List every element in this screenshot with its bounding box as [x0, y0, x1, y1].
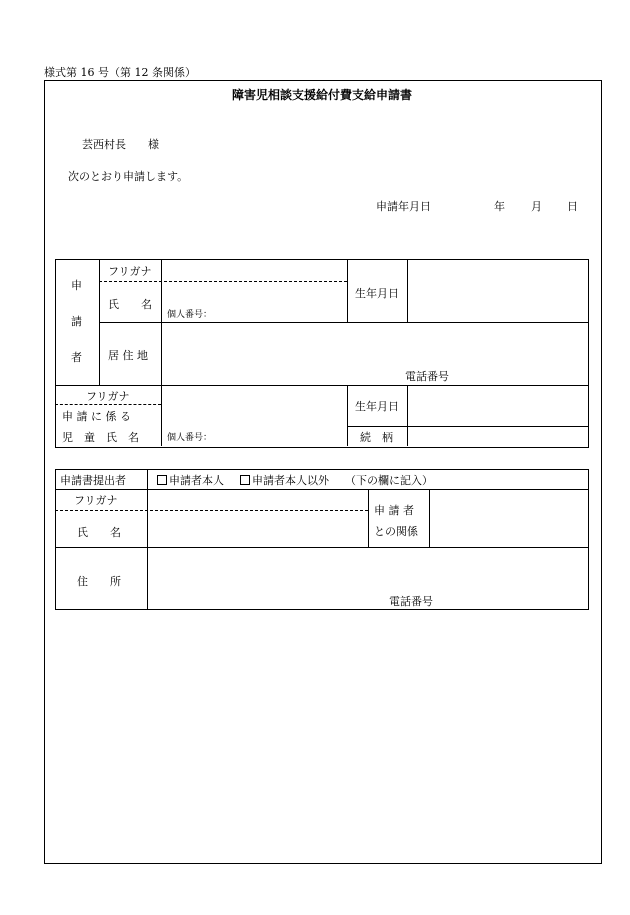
month-label: 月 [531, 200, 542, 213]
addressee: 芸西村長 様 [82, 138, 159, 151]
submitter-relation-line2: との関係 [374, 525, 418, 538]
applicant-label-3: 者 [71, 351, 82, 364]
applicant-name-label: 氏 名 [108, 298, 152, 311]
applicant-label-1: 申 [71, 279, 82, 292]
submitter-option-other[interactable]: 申請者本人以外 [240, 475, 329, 486]
submitter-note: （下の欄に記入） [345, 474, 433, 487]
submitter-phone-label: 電話番号 [389, 595, 433, 608]
applicant-furigana-field[interactable] [163, 261, 346, 280]
child-relationship-label: 続 柄 [360, 431, 393, 444]
child-birthdate-field[interactable] [409, 387, 586, 425]
child-label-line1: 申 請 に 係 る [62, 410, 131, 423]
applicant-address-label: 居 住 地 [108, 349, 148, 362]
submitter-name-label: 氏 名 [77, 526, 121, 539]
child-individual-number-label: 個人番号： [167, 433, 213, 443]
child-label-line2: 児 童 氏 名 [62, 431, 139, 444]
applicant-name-field[interactable] [163, 283, 346, 305]
application-date-label: 申請年月日 [376, 200, 431, 213]
day-label: 日 [567, 200, 578, 213]
form-number: 様式第 16 号（第 12 条関係） [44, 66, 196, 79]
checkbox-icon[interactable] [157, 475, 167, 485]
submitter-furigana-field[interactable] [149, 491, 367, 509]
child-relationship-field[interactable] [409, 428, 586, 445]
child-birthdate-label: 生年月日 [355, 400, 399, 413]
applicant-individual-number-label: 個人番号： [167, 310, 213, 320]
applicant-birthdate-label: 生年月日 [355, 287, 399, 300]
submitter-relation-line1: 申 請 者 [374, 504, 414, 517]
applicant-address-field[interactable] [163, 324, 586, 366]
submitter-furigana-label: フリガナ [74, 494, 118, 507]
child-furigana-label: フリガナ [86, 390, 130, 403]
submitter-label: 申請書提出者 [60, 474, 126, 487]
child-furigana-field[interactable] [163, 387, 346, 404]
submitter-name-field[interactable] [149, 512, 367, 546]
form-title: 障害児相談支援給付費支給申請書 [231, 88, 412, 102]
applicant-furigana-label: フリガナ [108, 265, 152, 278]
submitter-address-field[interactable] [149, 549, 586, 591]
submitter-address-label: 住 所 [77, 575, 121, 588]
submitter-option-self[interactable]: 申請者本人 [157, 475, 224, 486]
year-label: 年 [494, 200, 505, 213]
submitter-relation-field[interactable] [431, 491, 586, 546]
applicant-birthdate-field[interactable] [409, 261, 586, 321]
applicant-label-2: 請 [71, 315, 82, 328]
intro-text: 次のとおり申請します。 [68, 170, 189, 183]
applicant-phone-label: 電話番号 [405, 370, 449, 383]
checkbox-icon[interactable] [240, 475, 250, 485]
child-name-field[interactable] [163, 406, 346, 426]
